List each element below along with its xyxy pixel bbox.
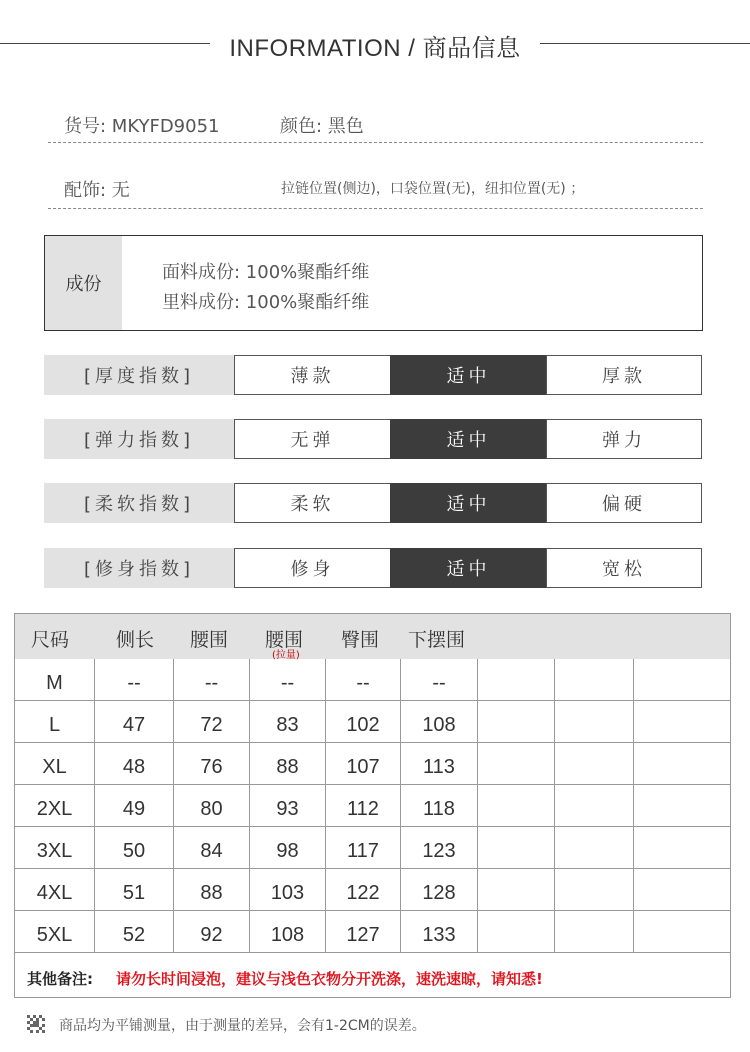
table-cell-empty [478,911,555,953]
index-option: 柔软 [234,483,391,523]
table-cell: 80 [174,785,250,827]
section-title: INFORMATION / 商品信息 [229,35,521,62]
table-cell: 122 [326,869,401,911]
care-note-text: 请勿长时间浸泡，建议与浅色衣物分开洗涤，速洗速晾，请知悉! [116,970,543,988]
index-option-selected: 适中 [390,419,547,459]
table-cell-empty [634,659,730,701]
header-hip: 臀围 [341,629,380,651]
table-cell: 98 [250,827,326,869]
table-cell-empty [634,743,730,785]
index-option: 薄款 [234,355,391,395]
index-option: 厚款 [546,355,702,395]
table-cell-empty [634,869,730,911]
table-cell: 88 [250,743,326,785]
size-table [14,613,731,998]
lining-composition: 里料成份: 100%聚酯纤维 [162,292,370,313]
header-stretch-note: (拉量) [272,650,300,661]
header-size: 尺码 [31,629,70,651]
table-cell: M [15,659,95,701]
care-note-label: 其他备注: [27,970,93,988]
table-cell-empty [634,701,730,743]
table-row [15,869,730,911]
table-cell: 83 [250,701,326,743]
elasticity-index [44,419,702,459]
table-cell: 117 [326,827,401,869]
table-cell: 48 [95,743,174,785]
color-value: 颜色: 黑色 [280,116,364,137]
table-cell: 102 [326,701,401,743]
table-cell: 118 [401,785,478,827]
index-name: [厚度指数] [44,355,234,395]
closure-details: 拉链位置(侧边)，口袋位置(无)，纽扣位置(无) ； [281,181,585,197]
table-row [15,785,730,827]
table-cell-empty [555,827,634,869]
article-number: 货号: MKYFD9051 [64,116,220,137]
thickness-index [44,355,702,395]
fit-index [44,548,702,588]
table-cell: L [15,701,95,743]
index-option: 宽松 [546,548,702,588]
info-row-article [48,100,703,143]
index-option: 修身 [234,548,391,588]
table-cell: 108 [250,911,326,953]
table-cell: 4XL [15,869,95,911]
table-cell: 92 [174,911,250,953]
composition-box [44,235,703,331]
dotted-square-icon [27,1015,45,1033]
table-cell: 127 [326,911,401,953]
table-row [15,743,730,785]
table-cell: -- [326,659,401,701]
index-name: [修身指数] [44,548,234,588]
table-cell: 47 [95,701,174,743]
table-cell-empty [555,701,634,743]
table-cell: -- [174,659,250,701]
table-cell-empty [478,701,555,743]
table-cell: 3XL [15,827,95,869]
header-hem: 下摆围 [408,629,466,651]
composition-label: 成份 [45,236,122,330]
fabric-composition: 面料成份: 100%聚酯纤维 [162,262,370,283]
table-cell: 93 [250,785,326,827]
header-line-right [540,43,750,44]
table-cell: 123 [401,827,478,869]
header-waist: 腰围 [190,629,229,651]
table-cell: -- [250,659,326,701]
table-cell-empty [478,743,555,785]
index-option: 弹力 [546,419,702,459]
index-option: 无弹 [234,419,391,459]
table-row [15,701,730,743]
table-cell: XL [15,743,95,785]
info-row-accessory [48,165,703,209]
table-row [15,659,730,701]
size-table-body [15,659,730,953]
index-option-selected: 适中 [390,548,547,588]
index-name: [弹力指数] [44,419,234,459]
softness-index [44,483,702,523]
table-cell: 52 [95,911,174,953]
table-cell: 51 [95,869,174,911]
table-cell: 49 [95,785,174,827]
size-table-header [15,614,730,659]
index-name: [柔软指数] [44,483,234,523]
table-cell: 113 [401,743,478,785]
table-cell-empty [478,659,555,701]
table-cell: 107 [326,743,401,785]
disclaimer-text: 商品均为平铺测量，由于测量的差异，会有1-2CM的误差。 [59,1018,426,1034]
table-cell-empty [478,785,555,827]
table-cell-empty [634,785,730,827]
table-cell: 5XL [15,911,95,953]
table-cell: -- [95,659,174,701]
table-cell: -- [401,659,478,701]
table-cell-empty [478,869,555,911]
header-waist-stretched: 腰围 [265,629,304,651]
table-cell-empty [555,743,634,785]
table-cell: 76 [174,743,250,785]
table-cell: 108 [401,701,478,743]
index-option-selected: 适中 [390,355,547,395]
section-header [0,28,750,60]
table-cell-empty [478,827,555,869]
table-cell: 112 [326,785,401,827]
table-cell: 128 [401,869,478,911]
table-cell: 84 [174,827,250,869]
table-cell: 103 [250,869,326,911]
table-row [15,827,730,869]
table-cell: 50 [95,827,174,869]
table-cell-empty [555,911,634,953]
table-cell: 133 [401,911,478,953]
table-cell: 72 [174,701,250,743]
table-cell-empty [634,827,730,869]
table-cell-empty [555,785,634,827]
header-line-left [0,43,210,44]
table-cell-empty [634,911,730,953]
care-note [15,959,730,997]
accessory-value: 配饰: 无 [64,180,130,201]
header-side-length: 侧长 [116,629,155,651]
table-cell-empty [555,869,634,911]
index-option-selected: 适中 [390,483,547,523]
index-option: 偏硬 [546,483,702,523]
table-cell: 2XL [15,785,95,827]
table-cell: 88 [174,869,250,911]
table-cell-empty [555,659,634,701]
table-row [15,911,730,953]
